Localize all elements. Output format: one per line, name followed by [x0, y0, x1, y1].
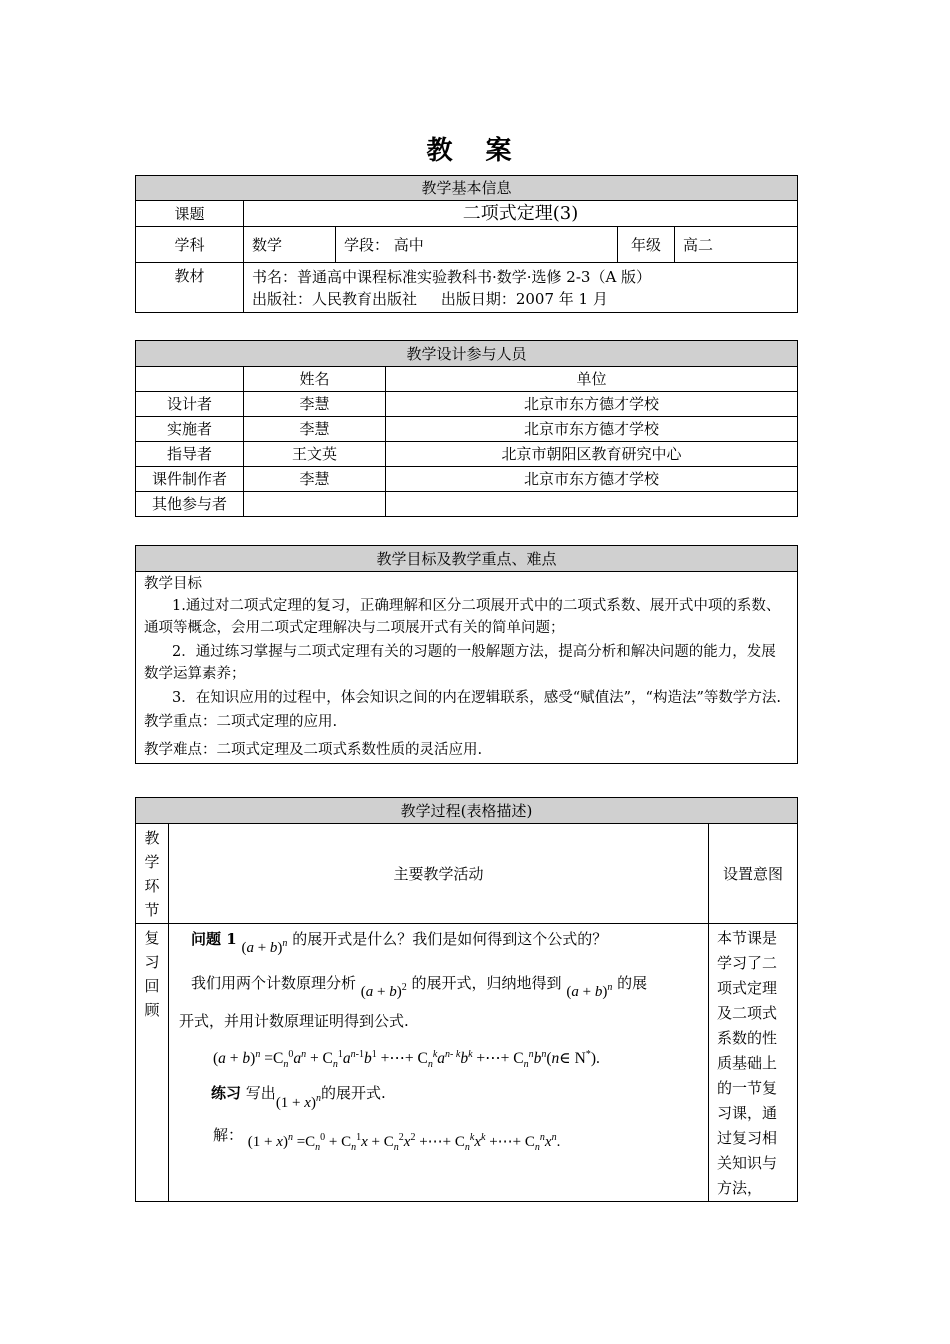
goal-item-1: 1.通过对二项式定理的复习，正确理解和区分二项展开式中的二项式系数、展开式中项的系数、通项等概念，会用二项式定理解决与二项展开式有关的简单问题； [144, 598, 781, 636]
subject-value: 数学 [244, 227, 336, 263]
process-table [135, 797, 798, 1202]
question-1-label: 问题 1 [191, 930, 237, 948]
unit-cell: 北京市东方德才学校 [386, 467, 798, 492]
question-1-text: 的展开式是什么？我们是如何得到这个公式的？ [292, 930, 608, 948]
topic-value: 二项式定理(3) [244, 201, 798, 227]
goal-title: 教学目标 [144, 576, 202, 592]
name-cell: 李慧 [244, 467, 386, 492]
role-cell: 设计者 [136, 392, 244, 417]
col-intent-header: 设置意图 [709, 824, 798, 924]
table-row [136, 442, 798, 467]
goals-table [135, 545, 798, 764]
table-row [136, 392, 798, 417]
col-activity-header: 主要教学活动 [169, 824, 709, 924]
basic-info-header: 教学基本信息 [136, 176, 798, 201]
grade-label: 年级 [618, 227, 675, 263]
key-point: 教学重点：二项式定理的应用. [144, 714, 338, 730]
exercise-text-b: 的展开式. [320, 1084, 386, 1102]
goal-item-2: 2．通过练习掌握与二项式定理有关的习题的一般解题方法，提高分析和解决问题的能力，发展数学运算素养； [144, 644, 776, 682]
paragraph-2a: 我们用两个计数原理分析 [191, 974, 357, 992]
role-cell: 其他参与者 [136, 492, 244, 517]
formula-1-plus-x-n: $(1 + x)^n$ [275, 1093, 321, 1111]
unit-cell: 北京市朝阳区教育研究中心 [386, 442, 798, 467]
solution-label: 解： [213, 1126, 244, 1144]
goal-item-3: 3．在知识应用的过程中，体会知识之间的内在逻辑联系，感受“赋值法”，“构造法”等数学方法. [172, 690, 781, 706]
exercise-label: 练习 [211, 1084, 242, 1102]
name-cell: 李慧 [244, 392, 386, 417]
exercise-text-a: 写出 [245, 1084, 276, 1102]
textbook-label: 教材 [136, 263, 244, 313]
formula-a-plus-b-n: $(a + b)^n$ [241, 938, 288, 956]
goals-header: 教学目标及教学重点、难点 [136, 546, 798, 572]
table-row [136, 467, 798, 492]
solution-formula: $(1 + x)^n =C_n^0 + C_n^1x + C_n^2x^2$ +⋯+ $C_n^kx^k$ +⋯+ $C_n^nx^n$. [247, 1132, 561, 1153]
page-title: 教 案 [426, 136, 524, 166]
col-unit: 单位 [386, 367, 798, 392]
difficulty: 教学难点：二项式定理及二项式系数性质的灵活应用. [144, 742, 483, 758]
col-stage-header: 教学环节 [136, 824, 169, 924]
participants-header: 教学设计参与人员 [136, 341, 798, 367]
process-header: 教学过程(表格描述) [136, 798, 798, 824]
table-row [136, 417, 798, 442]
basic-info-table [135, 175, 798, 313]
subject-label: 学科 [136, 227, 244, 263]
role-cell: 指导者 [136, 442, 244, 467]
table-row [136, 492, 798, 517]
textbook-line2: 出版社：人民教育出版社 出版日期：2007 年 1 月 [252, 289, 608, 308]
name-cell: 李慧 [244, 417, 386, 442]
role-cell: 课件制作者 [136, 467, 244, 492]
textbook-line1: 书名：普通高中课程标准实验教科书·数学·选修 2-3（A 版） [252, 267, 652, 286]
participants-table [135, 340, 798, 517]
intent-cell: 本节课是学习了二项式定理及二项式系数的性质基础上的一节复习课，通过复习相关知识与方法， [709, 924, 798, 1202]
paragraph-2b: 的展开式，归纳地得到 [411, 974, 562, 992]
unit-cell [386, 492, 798, 517]
stage-text: 学段： 高中 [336, 227, 618, 263]
formula-a-plus-b-n-2: $(a + b)^n$ [566, 982, 613, 1000]
stage-cell: 复习回顾 [136, 924, 169, 1202]
unit-cell: 北京市东方德才学校 [386, 392, 798, 417]
topic-label: 课题 [136, 201, 244, 227]
name-cell [244, 492, 386, 517]
role-cell: 实施者 [136, 417, 244, 442]
name-cell: 王文英 [244, 442, 386, 467]
paragraph-2c: 的展 [617, 974, 648, 992]
binomial-theorem-formula: $(a + b)^n =C_n^0a^n + C_n^1a^{n-1}b^1$ +⋯+ $C_n^ka^{n- k}b^k$ +⋯+ $C_n^nb^n(n\in$ N*). [213, 1048, 600, 1071]
col-name: 姓名 [244, 367, 386, 392]
formula-a-plus-b-2: $(a + b)^2$ [360, 982, 407, 1000]
unit-cell: 北京市东方德才学校 [386, 417, 798, 442]
grade-value: 高二 [675, 227, 798, 263]
paragraph-3: 开式，并用计数原理证明得到公式. [179, 1012, 409, 1030]
